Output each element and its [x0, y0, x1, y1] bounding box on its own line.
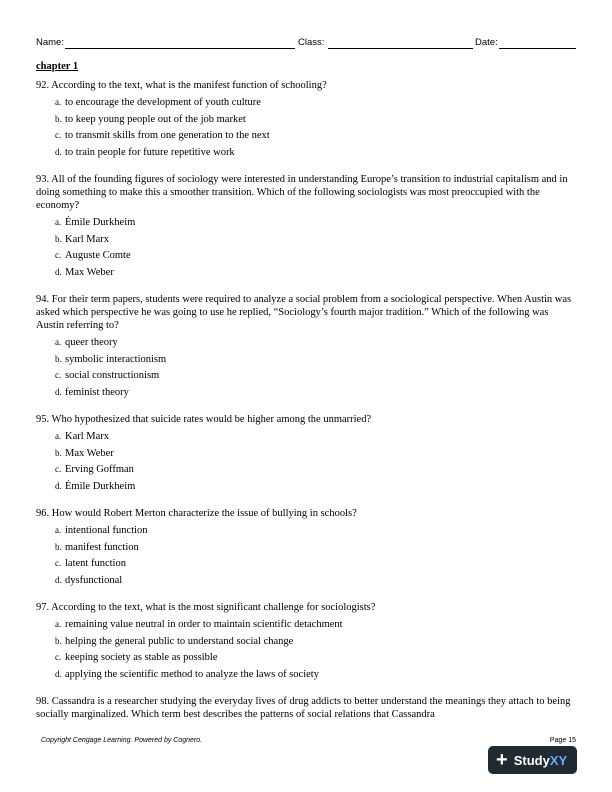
date-label: Date: [475, 37, 498, 48]
option-letter: d. [55, 146, 62, 157]
option-letter: a. [55, 431, 62, 441]
option-text: Erving Goffman [65, 464, 134, 475]
question-item [36, 413, 576, 494]
answer-option [55, 572, 576, 589]
answer-option [55, 367, 576, 384]
answer-option [55, 428, 576, 445]
question-item [36, 695, 576, 721]
question-item [36, 79, 576, 160]
option-text: Émile Durkheim [65, 480, 136, 492]
answer-option [55, 351, 576, 368]
option-text: manifest function [65, 541, 139, 553]
answer-option [55, 666, 576, 683]
chapter-heading: chapter 1 [36, 61, 79, 72]
option-text: to train people for future repetitive work [65, 146, 235, 158]
option-letter: d. [55, 386, 62, 397]
copyright-footer: Copyright Cengage Learning. Powered by Cognero. [41, 737, 203, 744]
option-text: Karl Marx [65, 431, 110, 442]
answer-option [55, 649, 576, 666]
option-text: Max Weber [65, 447, 114, 459]
question-stem: 98. Cassandra is a researcher studying the everyday lives of drug addicts to better understand the meanings they attach to being socially marginalized. Which term best describes the patterns of social relations that Cassandra [36, 696, 571, 720]
question-list [36, 79, 576, 734]
option-text: to encourage the development of youth culture [65, 97, 261, 108]
question-item [36, 507, 576, 588]
option-text: latent function [65, 558, 126, 569]
option-text: Max Weber [65, 266, 114, 278]
option-text: applying the scientific method to analyze the laws of society [65, 668, 319, 680]
option-text: helping the general public to understand social change [65, 635, 294, 647]
option-text: Émile Durkheim [65, 217, 136, 228]
option-text: Auguste Comte [65, 250, 131, 261]
option-letter: a. [55, 619, 62, 629]
option-letter: b. [55, 447, 62, 458]
question-stem: 93. All of the founding figures of sociology were interested in understanding Europe’s transition to industrial capitalism and in doing something to make this a smoother transition. Which of the following sociologists was most preoccupied with the economy? [36, 174, 568, 211]
option-text: queer theory [65, 337, 118, 348]
option-text: symbolic interactionism [65, 353, 167, 365]
question-stem: 94. For their term papers, students were required to analyze a social problem from a sociological perspective. When Austin was asked which perspective he was going to use he replied, “Sociology’s fourth major tradition.” Which of the following was Austin referring to? [36, 294, 572, 331]
name-field-line [65, 48, 295, 49]
option-letter: c. [55, 464, 62, 474]
question-stem: 96. How would Robert Merton characterize the issue of bullying in schools? [36, 508, 357, 519]
option-text: dysfunctional [65, 574, 123, 586]
option-letter: a. [55, 217, 62, 227]
class-field-line [328, 48, 473, 49]
option-letter: d. [55, 480, 62, 491]
answer-option [55, 555, 576, 572]
option-text: feminist theory [65, 386, 129, 398]
answer-option [55, 214, 576, 231]
option-text: social constructionism [65, 370, 160, 381]
option-letter: a. [55, 337, 62, 347]
option-letter: c. [55, 370, 62, 380]
answer-option [55, 94, 576, 111]
question-stem: 92. According to the text, what is the manifest function of schooling? [36, 80, 327, 91]
question-item [36, 293, 576, 400]
option-letter: d. [55, 574, 62, 585]
option-letter: c. [55, 250, 62, 260]
answer-option [55, 633, 576, 650]
page-number: Page 15 [549, 737, 576, 744]
answer-option [55, 445, 576, 462]
answer-option [55, 616, 576, 633]
name-label: Name: [36, 37, 64, 48]
option-letter: c. [55, 558, 62, 568]
question-stem: 97. According to the text, what is the most significant challenge for sociologists? [36, 602, 376, 613]
answer-option [55, 539, 576, 556]
answer-option [55, 461, 576, 478]
option-text: to transmit skills from one generation to the next [65, 130, 270, 141]
student-info-header [36, 37, 576, 51]
question-stem: 95. Who hypothesized that suicide rates would be higher among the unmarried? [36, 414, 372, 425]
option-text: keeping society as stable as possible [65, 652, 218, 663]
answer-option [55, 231, 576, 248]
answer-option [55, 334, 576, 351]
option-text: Karl Marx [65, 233, 110, 245]
option-letter: a. [55, 97, 62, 107]
option-letter: b. [55, 233, 62, 244]
plus-icon: + [496, 749, 508, 771]
option-letter: d. [55, 668, 62, 679]
answer-option [55, 111, 576, 128]
option-letter: c. [55, 652, 62, 662]
option-letter: b. [55, 113, 62, 124]
answer-option [55, 144, 576, 161]
class-label: Class: [298, 37, 325, 48]
answer-option [55, 478, 576, 495]
option-letter: b. [55, 635, 62, 646]
option-letter: b. [55, 541, 62, 552]
answer-option [55, 264, 576, 281]
date-field-line [499, 48, 576, 49]
studyxy-logo [488, 746, 577, 774]
option-text: remaining value neutral in order to maintain scientific detachment [65, 619, 343, 630]
option-text: intentional function [65, 525, 148, 536]
option-letter: b. [55, 353, 62, 364]
option-text: to keep young people out of the job market [65, 113, 246, 125]
logo-text-study: Study [513, 752, 550, 768]
answer-option [55, 522, 576, 539]
logo-text-xy: XY [549, 752, 568, 768]
question-item [36, 601, 576, 682]
answer-option [55, 247, 576, 264]
option-letter: c. [55, 130, 62, 140]
option-letter: a. [55, 525, 62, 535]
answer-option [55, 127, 576, 144]
question-item [36, 173, 576, 280]
option-letter: d. [55, 266, 62, 277]
answer-option [55, 384, 576, 401]
